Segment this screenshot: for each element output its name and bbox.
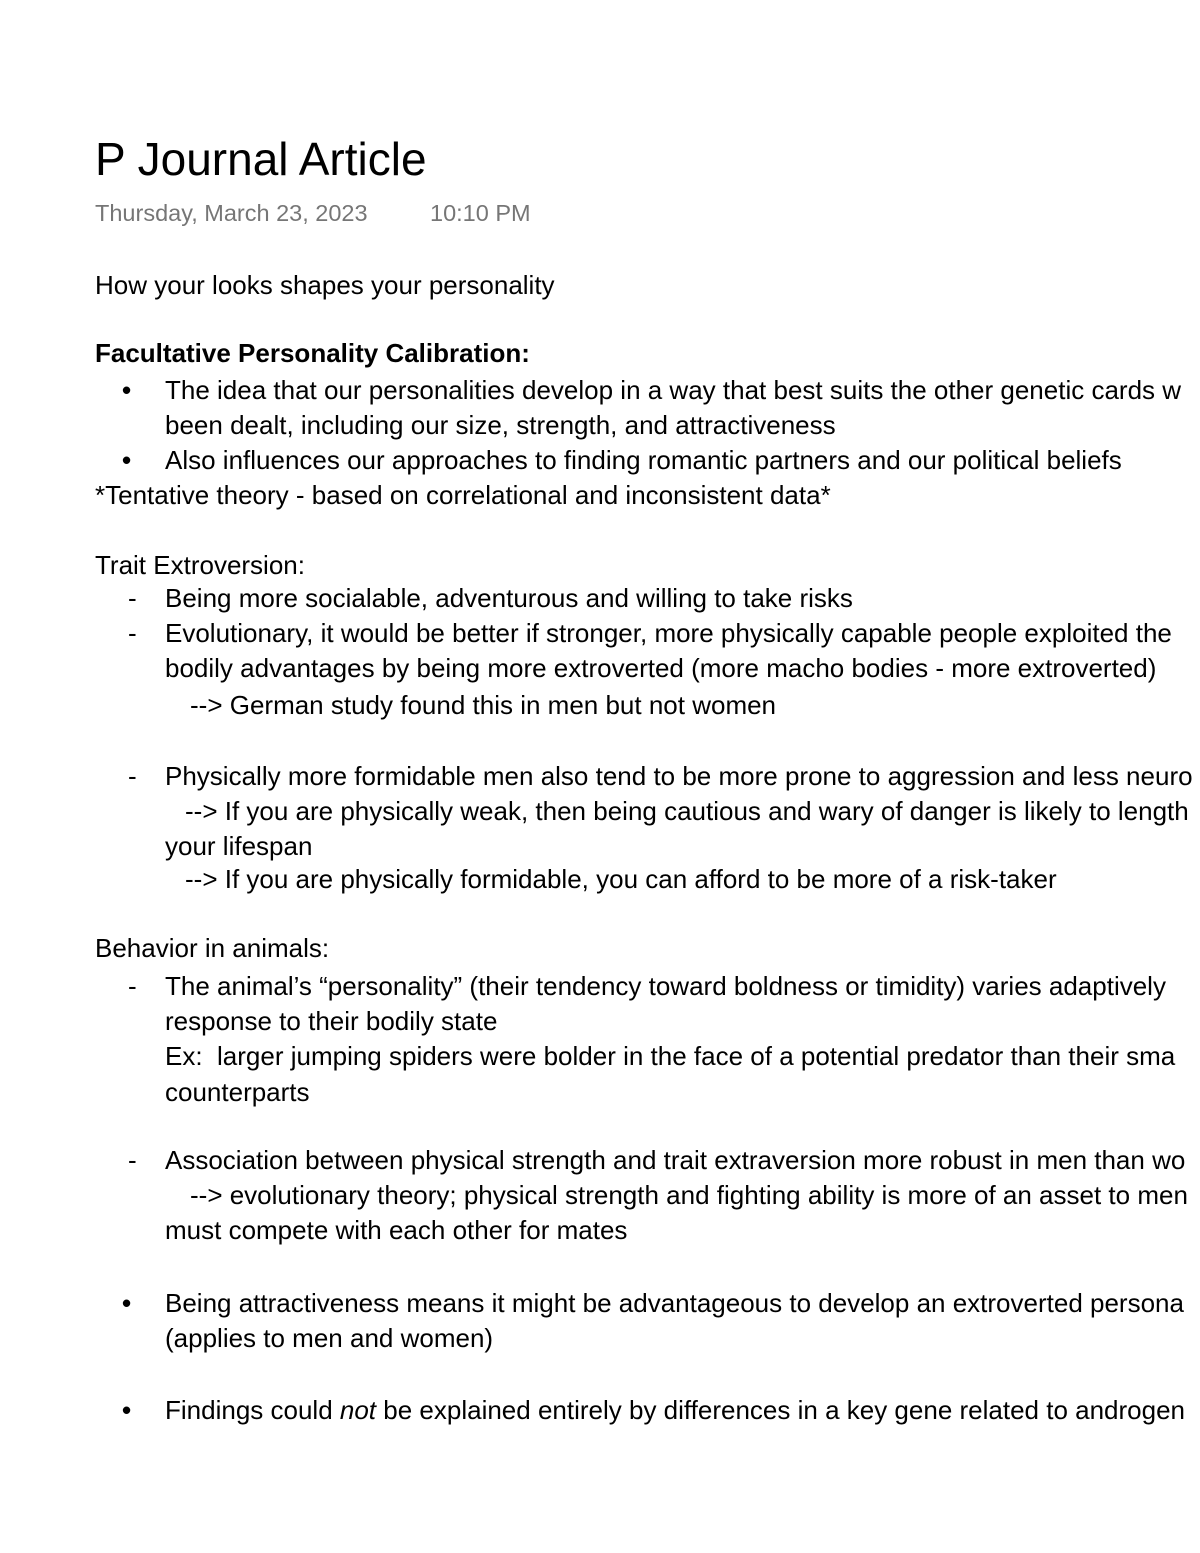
list-item-line: response to their bodily state: [165, 1006, 498, 1036]
dash-marker: -: [128, 618, 137, 648]
page-title: P Journal Article: [95, 133, 427, 185]
list-item-line: (applies to men and women): [165, 1323, 494, 1353]
emphasis-not: not: [339, 1395, 377, 1425]
dash-marker: -: [128, 1145, 137, 1175]
list-item-line: been dealt, including our size, strength, and attractiveness: [165, 410, 836, 440]
list-item-line: Physically more formidable men also tend to be more prone to aggression and less neuro: [165, 761, 1193, 791]
dash-marker: -: [128, 583, 137, 613]
bullet-marker: •: [122, 1288, 132, 1318]
section-heading-calibration: Facultative Personality Calibration:: [95, 338, 530, 368]
dash-marker: -: [128, 971, 137, 1001]
list-item-line: Association between physical strength and trait extraversion more robust in men than wo: [165, 1145, 1186, 1175]
dash-marker: -: [128, 761, 137, 791]
section-heading-animals: Behavior in animals:: [95, 933, 330, 963]
findings-text-end: be explained entirely by differences in a key gene related to androgen: [376, 1395, 1186, 1425]
list-item-line: counterparts: [165, 1077, 310, 1107]
bullet-marker: •: [122, 375, 132, 405]
list-item-line: Also influences our approaches to finding romantic partners and our political beliefs: [165, 445, 1122, 475]
list-item-subpoint: --> If you are physically weak, then being cautious and wary of danger is likely to length: [185, 796, 1189, 826]
list-item-line: bodily advantages by being more extroverted (more macho bodies - more extroverted): [165, 653, 1157, 683]
list-item-subpoint: --> German study found this in men but not women: [190, 690, 777, 720]
list-item-line: Being more socialable, adventurous and willing to take risks: [165, 583, 853, 613]
list-item-line: Ex: larger jumping spiders were bolder in the face of a potential predator than their sma: [165, 1041, 1176, 1071]
list-item-subpoint: --> If you are physically formidable, you can afford to be more of a risk-taker: [185, 864, 1057, 894]
list-item-line: Evolutionary, it would be better if stronger, more physically capable people exploited the: [165, 618, 1172, 648]
page-time: 10:10 PM: [430, 200, 531, 226]
list-item-line: Being attractiveness means it might be advantageous to develop an extroverted persona: [165, 1288, 1184, 1318]
list-item-line: must compete with each other for mates: [165, 1215, 628, 1245]
list-item-line: The idea that our personalities develop in a way that best suits the other genetic cards w: [165, 375, 1182, 405]
list-item-line: [165, 1393, 1200, 1427]
list-item-line: your lifespan: [165, 831, 313, 861]
bullet-marker: •: [122, 1395, 132, 1425]
list-item-line: The animal’s “personality” (their tendency toward boldness or timidity) varies adaptively: [165, 971, 1166, 1001]
bullet-marker: •: [122, 445, 132, 475]
section-heading-extroversion: Trait Extroversion:: [95, 550, 305, 580]
tentative-note: *Tentative theory - based on correlational and inconsistent data*: [95, 480, 831, 510]
list-item-subpoint: --> evolutionary theory; physical strength and fighting ability is more of an asset to men: [190, 1180, 1188, 1210]
intro-text: How your looks shapes your personality: [95, 270, 555, 300]
page-date: Thursday, March 23, 2023: [95, 200, 368, 226]
findings-text-start: Findings could: [165, 1395, 340, 1425]
